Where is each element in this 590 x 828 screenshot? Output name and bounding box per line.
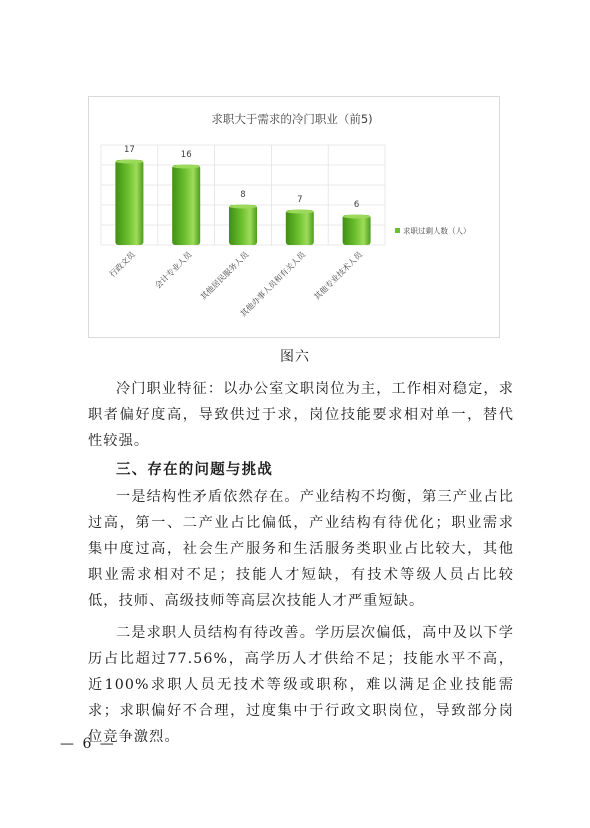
legend-swatch [395, 228, 400, 233]
value-label-2: 8 [240, 190, 246, 200]
value-label-0: 17 [123, 145, 135, 155]
bar-2 [229, 205, 257, 245]
chart-container [88, 96, 500, 338]
bar-top-3 [286, 210, 314, 214]
value-label-4: 6 [353, 200, 360, 210]
category-label-4: 其他专业技术人员 [312, 250, 365, 302]
page-number: — 6 — [60, 736, 116, 752]
bar-top-0 [115, 160, 143, 164]
bar-chart [89, 97, 501, 339]
value-label-3: 7 [297, 195, 303, 205]
category-label-1: 会计专业人员 [153, 250, 194, 291]
bar-1 [172, 165, 200, 245]
section-heading: 三、存在的问题与挑战 [116, 462, 273, 478]
bar-top-2 [229, 205, 257, 209]
paragraph-cold-jobs: 冷门职业特征：以办公室文职岗位为主，工作相对稳定，求职者偏好度高，导致供过于求，岗位技能要求相对单一，替代性较强。 [88, 381, 514, 449]
value-label-1: 16 [180, 150, 192, 160]
chart-legend [395, 226, 471, 236]
chart-bars [115, 160, 370, 246]
chart-category-labels [107, 249, 365, 319]
category-label-2: 其他居民服务人员 [198, 250, 251, 302]
paragraph-jobseekers: 二是求职人员结构有待改善。学历层次偏低，高中及以下学历占比超过77.56%，高学历人才供给不足；技能水平不高，近100%求职人员无技术等级或职称，难以满足企业技能需求；求职偏好不合理，过度集中于行政文职岗位，导致部分岗位竞争激烈。 [88, 625, 514, 745]
bar-3 [286, 210, 314, 245]
legend-label: 求职过剩人数（人） [403, 226, 471, 236]
category-label-3: 其他办事人员和有关人员 [238, 250, 308, 319]
chart-title: 求职大于需求的冷门职业（前5) [211, 112, 373, 126]
category-label-0: 行政文员 [107, 250, 137, 280]
chart-value-labels [124, 145, 359, 210]
bar-top-4 [343, 215, 371, 219]
figure-caption: 图六 [280, 349, 310, 365]
bar-0 [115, 160, 143, 245]
bar-top-1 [172, 165, 200, 169]
bar-4 [343, 215, 371, 245]
paragraph-structural: 一是结构性矛盾依然存在。产业结构不均衡，第三产业占比过高，第一、二产业占比偏低，产业结构有待优化；职业需求集中度过高，社会生产服务和生活服务类职业占比较大，其他职业需求相对不足；技能人才短缺，有技术等级人员占比较低，技师、高级技师等高层次技能人才严重短缺。 [88, 489, 514, 609]
